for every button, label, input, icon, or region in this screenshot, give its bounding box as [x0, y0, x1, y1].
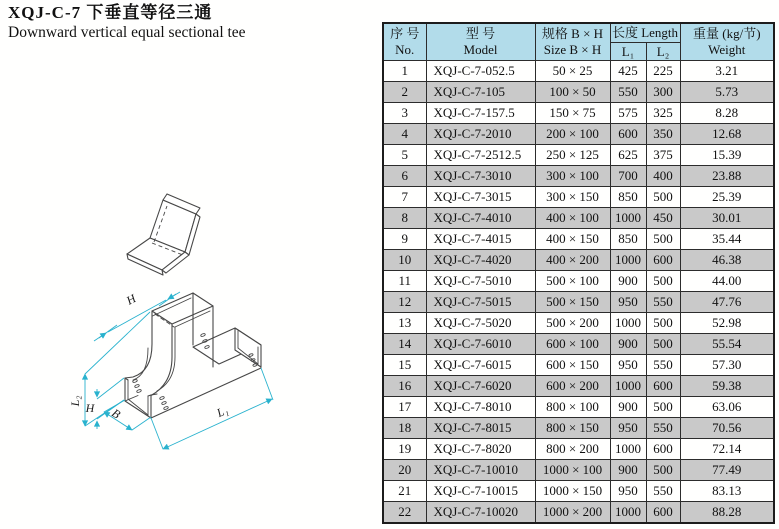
cell-model: XQJ-C-7-6015 [426, 355, 535, 376]
drop-cover-piece [127, 194, 200, 275]
cell-l2: 550 [646, 418, 680, 439]
cell-weight: 15.39 [680, 145, 774, 166]
cell-no: 15 [383, 355, 426, 376]
cell-l1: 1000 [610, 250, 646, 271]
cell-weight: 47.76 [680, 292, 774, 313]
cell-l1: 900 [610, 271, 646, 292]
cell-weight: 12.68 [680, 124, 774, 145]
table-row [383, 418, 774, 439]
cell-size: 600 × 150 [535, 355, 610, 376]
page-title: XQJ-C-7 下垂直等径三通 [8, 3, 213, 22]
cell-model: XQJ-C-7-105 [426, 82, 535, 103]
cell-l2: 550 [646, 481, 680, 502]
cell-no: 18 [383, 418, 426, 439]
cell-l2: 350 [646, 124, 680, 145]
cell-model: XQJ-C-7-10015 [426, 481, 535, 502]
table-row [383, 439, 774, 460]
table-row [383, 355, 774, 376]
cell-model: XQJ-C-7-5015 [426, 292, 535, 313]
cell-l2: 400 [646, 166, 680, 187]
cell-l1: 950 [610, 292, 646, 313]
table-row [383, 124, 774, 145]
cell-no: 16 [383, 376, 426, 397]
table-row [383, 187, 774, 208]
cell-weight: 8.28 [680, 103, 774, 124]
cell-weight: 72.14 [680, 439, 774, 460]
cell-l1: 900 [610, 397, 646, 418]
cell-no: 12 [383, 292, 426, 313]
cell-l2: 500 [646, 313, 680, 334]
cell-l1: 950 [610, 481, 646, 502]
cell-size: 800 × 100 [535, 397, 610, 418]
table-row [383, 334, 774, 355]
cell-l1: 575 [610, 103, 646, 124]
cell-weight: 3.21 [680, 61, 774, 82]
cell-size: 1000 × 150 [535, 481, 610, 502]
spec-table-header [383, 23, 774, 61]
cell-weight: 46.38 [680, 250, 774, 271]
cell-no: 9 [383, 229, 426, 250]
cell-l1: 600 [610, 124, 646, 145]
cell-size: 600 × 200 [535, 376, 610, 397]
cell-l1: 1000 [610, 439, 646, 460]
cell-l1: 850 [610, 187, 646, 208]
cell-size: 150 × 75 [535, 103, 610, 124]
cell-no: 1 [383, 61, 426, 82]
cell-weight: 35.44 [680, 229, 774, 250]
cell-model: XQJ-C-7-6010 [426, 334, 535, 355]
table-row [383, 166, 774, 187]
col-header-model: 型 号 Model [426, 23, 535, 61]
cell-weight: 59.38 [680, 376, 774, 397]
table-row [383, 376, 774, 397]
cell-no: 8 [383, 208, 426, 229]
cell-size: 1000 × 100 [535, 460, 610, 481]
cell-size: 500 × 200 [535, 313, 610, 334]
cell-l1: 900 [610, 334, 646, 355]
table-row [383, 145, 774, 166]
spec-table-body [383, 61, 774, 523]
cell-size: 600 × 100 [535, 334, 610, 355]
cell-no: 13 [383, 313, 426, 334]
cell-l2: 600 [646, 376, 680, 397]
cell-l2: 550 [646, 355, 680, 376]
cell-model: XQJ-C-7-4015 [426, 229, 535, 250]
cell-l2: 500 [646, 460, 680, 481]
page-subtitle: Downward vertical equal sectional tee [8, 24, 246, 42]
cell-model: XQJ-C-7-5020 [426, 313, 535, 334]
cell-no: 19 [383, 439, 426, 460]
table-row [383, 61, 774, 82]
cell-size: 400 × 100 [535, 208, 610, 229]
cell-no: 11 [383, 271, 426, 292]
col-header-l1: L₁ [610, 43, 646, 61]
cell-no: 10 [383, 250, 426, 271]
dim-label-h-tray: H [85, 401, 95, 415]
cell-l2: 600 [646, 250, 680, 271]
cell-l2: 500 [646, 271, 680, 292]
cell-size: 500 × 100 [535, 271, 610, 292]
cell-size: 400 × 200 [535, 250, 610, 271]
cell-no: 7 [383, 187, 426, 208]
table-row [383, 229, 774, 250]
cell-l1: 950 [610, 355, 646, 376]
cell-l2: 500 [646, 187, 680, 208]
cell-model: XQJ-C-7-4020 [426, 250, 535, 271]
cell-l2: 375 [646, 145, 680, 166]
cell-model: XQJ-C-7-8020 [426, 439, 535, 460]
table-row [383, 292, 774, 313]
dimension-lines [85, 292, 273, 449]
cell-weight: 55.54 [680, 334, 774, 355]
dim-label-l1: L₁ [214, 402, 231, 420]
cell-model: XQJ-C-7-3010 [426, 166, 535, 187]
cell-size: 400 × 150 [535, 229, 610, 250]
cell-l1: 950 [610, 418, 646, 439]
cell-size: 800 × 150 [535, 418, 610, 439]
col-header-no: 序 号 No. [383, 23, 426, 61]
col-header-length: 长度 Length [610, 23, 680, 43]
table-row [383, 502, 774, 523]
cell-l1: 900 [610, 460, 646, 481]
table-row [383, 271, 774, 292]
cell-no: 4 [383, 124, 426, 145]
cell-no: 20 [383, 460, 426, 481]
dim-label-h-branch: H [124, 291, 139, 308]
cell-model: XQJ-C-7-10010 [426, 460, 535, 481]
spec-table [382, 22, 775, 524]
cell-l1: 850 [610, 229, 646, 250]
table-row [383, 82, 774, 103]
cell-model: XQJ-C-7-2512.5 [426, 145, 535, 166]
table-row [383, 460, 774, 481]
cell-size: 200 × 100 [535, 124, 610, 145]
cell-weight: 70.56 [680, 418, 774, 439]
cell-size: 100 × 50 [535, 82, 610, 103]
cell-weight: 25.39 [680, 187, 774, 208]
cell-no: 14 [383, 334, 426, 355]
cell-model: XQJ-C-7-10020 [426, 502, 535, 523]
dim-label-b: B [109, 405, 124, 422]
table-row [383, 208, 774, 229]
cell-size: 300 × 100 [535, 166, 610, 187]
cell-l2: 600 [646, 439, 680, 460]
cell-l1: 1000 [610, 208, 646, 229]
cell-l1: 1000 [610, 376, 646, 397]
cell-l2: 500 [646, 334, 680, 355]
cell-weight: 52.98 [680, 313, 774, 334]
cell-l1: 550 [610, 82, 646, 103]
cell-model: XQJ-C-7-8015 [426, 418, 535, 439]
cell-size: 1000 × 200 [535, 502, 610, 523]
cell-l2: 450 [646, 208, 680, 229]
cell-weight: 44.00 [680, 271, 774, 292]
cell-model: XQJ-C-7-8010 [426, 397, 535, 418]
cell-no: 2 [383, 82, 426, 103]
cell-l2: 500 [646, 229, 680, 250]
cell-weight: 77.49 [680, 460, 774, 481]
dim-label-l2: L₂ [68, 395, 82, 407]
cell-model: XQJ-C-7-6020 [426, 376, 535, 397]
cell-no: 21 [383, 481, 426, 502]
cell-l1: 700 [610, 166, 646, 187]
cell-model: XQJ-C-7-3015 [426, 187, 535, 208]
table-row [383, 481, 774, 502]
cell-l1: 425 [610, 61, 646, 82]
cell-weight: 23.88 [680, 166, 774, 187]
cell-weight: 63.06 [680, 397, 774, 418]
cell-model: XQJ-C-7-5010 [426, 271, 535, 292]
cell-l2: 225 [646, 61, 680, 82]
cell-l1: 625 [610, 145, 646, 166]
cell-no: 6 [383, 166, 426, 187]
cell-l2: 300 [646, 82, 680, 103]
cell-l2: 600 [646, 502, 680, 523]
cell-l2: 500 [646, 397, 680, 418]
table-row [383, 103, 774, 124]
cell-size: 800 × 200 [535, 439, 610, 460]
col-header-l2: L₂ [646, 43, 680, 61]
cell-size: 250 × 125 [535, 145, 610, 166]
cell-l2: 325 [646, 103, 680, 124]
cell-weight: 88.28 [680, 502, 774, 523]
cell-model: XQJ-C-7-2010 [426, 124, 535, 145]
col-header-size: 规格 B × H Size B × H [535, 23, 610, 61]
table-row [383, 397, 774, 418]
table-row [383, 250, 774, 271]
cell-weight: 30.01 [680, 208, 774, 229]
cell-l2: 550 [646, 292, 680, 313]
col-header-weight: 重量 (kg/节) Weight [680, 23, 774, 61]
cell-size: 300 × 150 [535, 187, 610, 208]
cell-l1: 1000 [610, 502, 646, 523]
cell-model: XQJ-C-7-157.5 [426, 103, 535, 124]
cell-model: XQJ-C-7-052.5 [426, 61, 535, 82]
cell-no: 5 [383, 145, 426, 166]
cell-no: 3 [383, 103, 426, 124]
cell-size: 500 × 150 [535, 292, 610, 313]
cell-model: XQJ-C-7-4010 [426, 208, 535, 229]
table-row [383, 313, 774, 334]
cell-l1: 1000 [610, 313, 646, 334]
cell-weight: 5.73 [680, 82, 774, 103]
cell-weight: 57.30 [680, 355, 774, 376]
cell-no: 22 [383, 502, 426, 523]
cell-weight: 83.13 [680, 481, 774, 502]
cell-size: 50 × 25 [535, 61, 610, 82]
cell-no: 17 [383, 397, 426, 418]
